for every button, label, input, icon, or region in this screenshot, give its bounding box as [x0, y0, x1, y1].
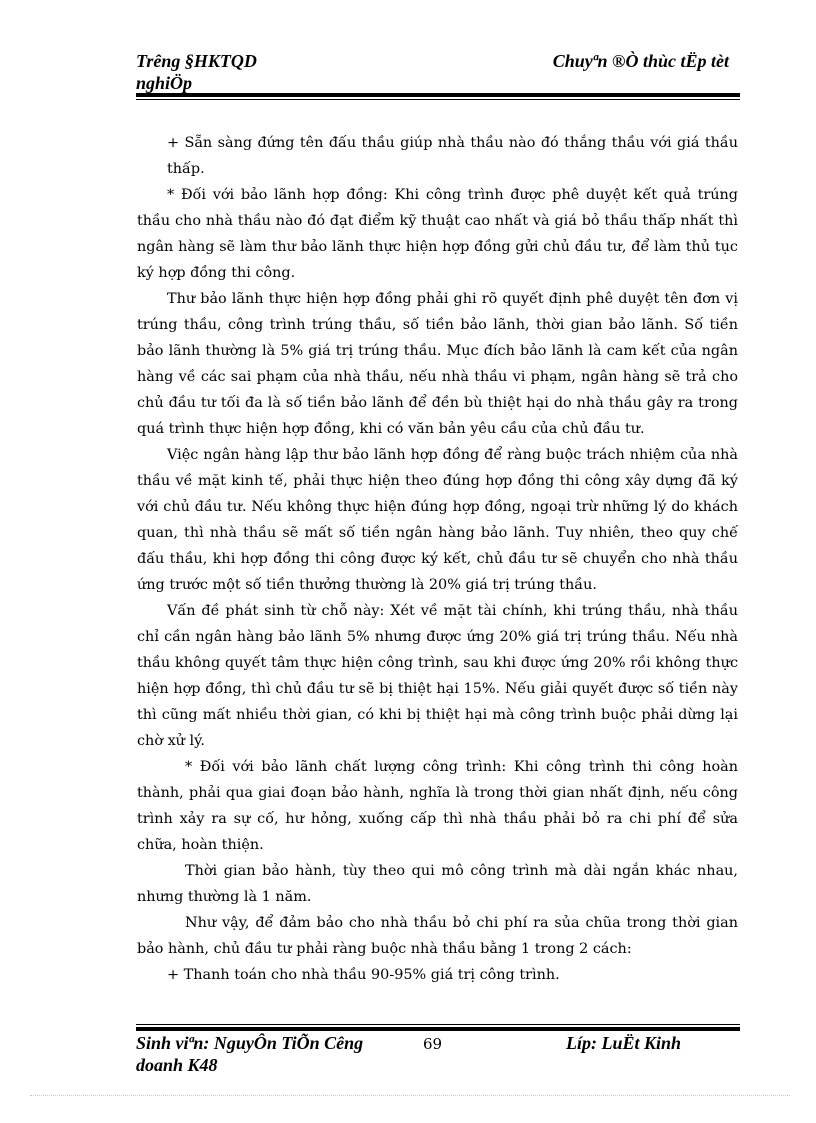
footer-class: Líp: LuËt Kinh — [566, 1033, 682, 1053]
page-number: 69 — [423, 1035, 443, 1053]
footer-rule-thick — [136, 1027, 740, 1031]
paragraph-contract-guarantee: * Đối với bảo lãnh hợp đồng: Khi công trình được phê duyệt kết quả trúng thầu cho nhà thầu nào đó đạt điểm kỹ thuật cao nhất và giá bỏ thầu thấp nhất thì ngân hàng sẽ làm thư bảo lãnh thực hiện hợp đồng gửi chủ đầu tư, để làm thủ tục ký hợp đồng thi công. — [137, 187, 738, 281]
paragraph-arising-issue: Vấn đề phát sinh từ chỗ này: Xét về mặt tài chính, khi trúng thầu, nhà thầu chỉ cần ngân hàng bảo lãnh 5% nhưng được ứng 20% giá trị trúng thầu. Nếu nhà thầu không quyết tâm thực hiện công trình, sau khi được ứng 20% rồi không thực hiện hợp đồng, thì chủ đầu tư sẽ bị thiệt hại 15%. Nếu giải quyết được số tiền này thì cũng mất nhiều thời gian, có khi bị thiệt hại mà công trình buộc phải dừng lại chờ xử lý. — [137, 603, 738, 749]
header-school-line2: nghiÖp — [136, 73, 193, 93]
paragraph-bidding-item: + Sẵn sàng đứng tên đấu thầu giúp nhà thầu nào đó thắng thầu với giá thầu thấp. — [167, 135, 738, 177]
header-rule-thick — [136, 93, 740, 97]
footer-student — [136, 1032, 396, 1076]
paragraph-warranty-period: Thời gian bảo hành, tùy theo qui mô công trình mà dài ngắn khác nhau, nhưng thường là 1 năm. — [137, 863, 738, 905]
footer-student-line1: Sinh viªn: NguyÔn TiÕn Cêng — [136, 1033, 364, 1053]
paragraph-binding-methods: Như vậy, để đảm bảo cho nhà thầu bỏ chi phí ra sủa chũa trong thời gian bảo hành, chủ đầu tư phải ràng buộc nhà thầu bằng 1 trong 2 cách: — [137, 915, 738, 957]
page-footer — [136, 1032, 740, 1082]
header-school — [136, 50, 356, 94]
paragraph-payment-item: + Thanh toán cho nhà thầu 90-95% giá trị công trình. — [167, 967, 560, 983]
footer-rule-thin — [136, 1024, 740, 1025]
paragraph-quality-guarantee: * Đối với bảo lãnh chất lượng công trình: Khi công trình thi công hoàn thành, phải qua giai đoạn bảo hành, nghĩa là trong thời gian nhất định, nếu công trình xảy ra sự cố, hư hỏng, xuống cấp thì nhà thầu phải bỏ ra chi phí để sửa chữa, hoàn thiện. — [137, 759, 738, 853]
footer-student-line2: doanh K48 — [136, 1055, 218, 1075]
document-body — [137, 130, 738, 988]
page-header — [136, 46, 739, 93]
header-title: Chuyªn ®Ò thùc tËp tèt — [552, 51, 729, 71]
paragraph-guarantee-letter: Thư bảo lãnh thực hiện hợp đồng phải ghi rõ quyết định phê duyệt tên đơn vị trúng thầu, công trình trúng thầu, số tiền bảo lãnh, thời gian bảo lãnh. Số tiền bảo lãnh thường là 5% giá trị trúng thầu. Mục đích bảo lãnh là cam kết của ngân hàng về các sai phạm của nhà thầu, nếu nhà thầu vi phạm, ngân hàng sẽ trả cho chủ đầu tư tối đa là số tiền bảo lãnh để đền bù thiệt hại do nhà thầu gây ra trong quá trình thực hiện hợp đồng, khi có văn bản yêu cầu của chủ đầu tư. — [137, 291, 738, 437]
page-bottom-edge — [30, 1095, 790, 1096]
header-school-line1: Trêng §HKTQD — [136, 51, 257, 71]
paragraph-bank-responsibility: Việc ngân hàng lập thư bảo lãnh hợp đồng để ràng buộc trách nhiệm của nhà thầu về mặt kinh tế, phải thực hiện theo đúng hợp đồng thi công xây dựng đã ký với chủ đầu tư. Nếu không thực hiện đúng hợp đồng, ngoại trừ những lý do khách quan, thì nhà thầu sẽ mất số tiền ngân hàng bảo lãnh. Tuy nhiên, theo quy chế đấu thầu, khi hợp đồng thi công được ký kết, chủ đầu tư sẽ chuyển cho nhà thầu ứng trước một số tiền thưởng thường là 20% giá trị trúng thầu. — [137, 447, 738, 593]
header-rule-thin — [136, 99, 740, 100]
